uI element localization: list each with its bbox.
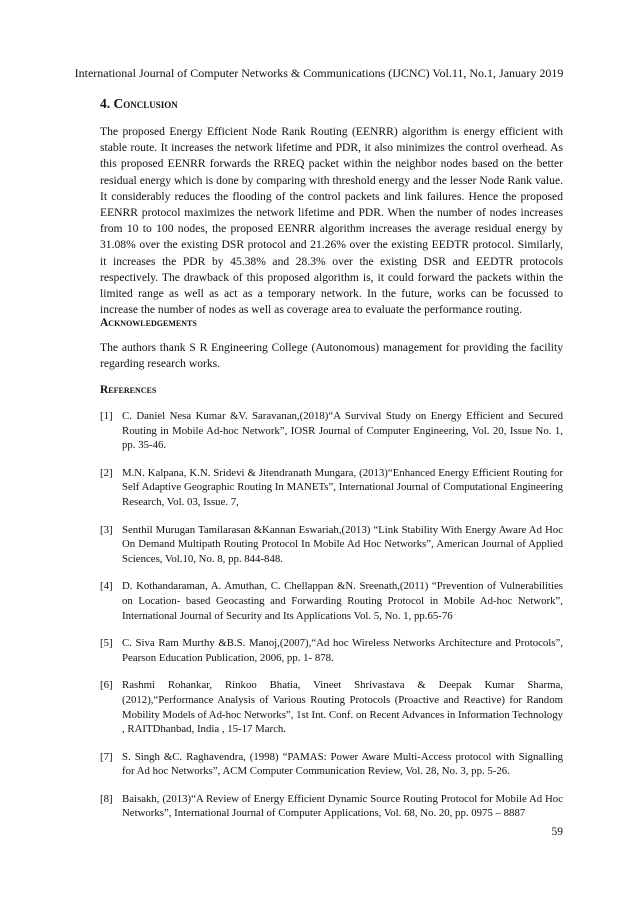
reference-number: [7]	[100, 750, 113, 763]
reference-number: [2]	[100, 466, 113, 479]
references-list	[100, 409, 563, 834]
reference-number: [6]	[100, 679, 113, 692]
reference-text: D. Kothandaraman, A. Amuthan, C. Chellappan &N. Sreenath,(2011) “Prevention of Vulnerabilities on Location- based Geocasting and Forwarding Routing Protocol in Mobile Ad-hoc Network”, International Journal of Security and Its Applications Vol. 5, No. 1, pp.65-76	[122, 580, 563, 622]
reference-item	[100, 792, 563, 821]
page-number: 59	[551, 826, 563, 838]
running-header: International Journal of Computer Networks & Communications (IJCNC) Vol.11, No.1, January 2019	[74, 66, 564, 80]
reference-number: [5]	[100, 637, 113, 650]
reference-text: C. Siva Ram Murthy &B.S. Manoj,(2007),“Ad hoc Wireless Networks Architecture and Protocols”, Pearson Education Publication, 2006, pp. 1- 878.	[122, 637, 563, 664]
reference-text: Baisakh, (2013)“A Review of Energy Efficient Dynamic Source Routing Protocol for Mobile Ad Hoc Networks”, International Journal of Computer Applications, Vol. 68, No. 20, pp. 0975 – 8887	[122, 792, 563, 820]
reference-number: [1]	[100, 410, 113, 422]
reference-text: Rashmi Rohankar, Rinkoo Bhatia, Vineet Shrivastava & Deepak Kumar Sharma, (2012),“Performance Analysis of Various Routing Protocols (Proactive and Reactive) for Random Mobility Models of Ad-hoc Networks”, 1st Int. Conf. on Recent Advances in Information Technology , RAITDhanbad, India , 15-17 March.	[122, 679, 563, 736]
reference-text: C. Daniel Nesa Kumar &V. Saravanan,(2018)“A Survival Study on Energy Efficient and Secured Routing in Mobile Ad-hoc Network”, IOSR Journal of Computer Engineering, Vol. 20, Issue No. 1, pp. 35-46.	[122, 410, 563, 452]
reference-item	[100, 678, 563, 736]
references-heading: References	[100, 384, 157, 396]
acknowledgements-heading: Acknowledgements	[100, 317, 197, 329]
reference-number: [8]	[100, 792, 113, 805]
conclusion-heading: 4. Conclusion	[100, 96, 178, 111]
acknowledgements-body: The authors thank S R Engineering College (Autonomous) management for providing the facility regarding research works.	[100, 341, 563, 371]
reference-text: M.N. Kalpana, K.N. Sridevi & Jitendranath Mungara, (2013)“Enhanced Energy Efficient Routing for Self Adaptive Geographic Routing In MANETs”, International Journal of Computational Engineering Research, Vol. 03, Issue. 7,	[122, 466, 563, 508]
reference-item	[100, 750, 563, 779]
reference-text: Senthil Murugan Tamilarasan &Kannan Eswariah,(2013) “Link Stability With Energy Aware Ad Hoc On Demand Multipath Routing Protocol In Mobile Ad Hoc Networks”, American Journal of Applied Sciences, Vol.10, No. 8, pp. 844-848.	[122, 523, 563, 565]
reference-text: S. Singh &C. Raghavendra, (1998) “PAMAS: Power Aware Multi-Access protocol with Signalling for Ad hoc Networks”, ACM Computer Communication Review, Vol. 28, No. 3, pp. 5-26.	[122, 750, 563, 778]
conclusion-body: The proposed Energy Efficient Node Rank Routing (EENRR) algorithm is energy efficient with stable route. It increases the network lifetime and PDR, it also minimizes the control overhead. As this proposed EENRR forwards the RREQ packet within the neighbor nodes based on the better residual energy which is done by comparing with threshold energy and the lesser Node Rank value. It considerably reduces the flooding of the control packets and link failures. Hence the proposed EENRR protocol maximizes the network lifetime and PDR. When the number of nodes increases from 10 to 100 nodes, the proposed EENRR algorithm increases the average residual energy by 31.08% over the existing DSR protocol and 21.26% over the existing EEDTR protocol. Similarly, it increases the PDR by 45.38% and 28.3% over the existing DSR and EEDTR protocols respectively. The drawback of this proposed algorithm is, it could forward the packets within the limited range as well as act as a temporary network. In the future, works can be focussed to increase the number of nodes as well as coverage area to evaluate the performance routing.	[100, 125, 563, 317]
reference-item	[100, 409, 563, 453]
reference-item	[100, 636, 563, 665]
reference-item	[100, 466, 563, 510]
reference-item	[100, 523, 563, 567]
reference-number: [4]	[100, 580, 113, 593]
reference-number: [3]	[100, 523, 113, 536]
reference-item	[100, 579, 563, 623]
